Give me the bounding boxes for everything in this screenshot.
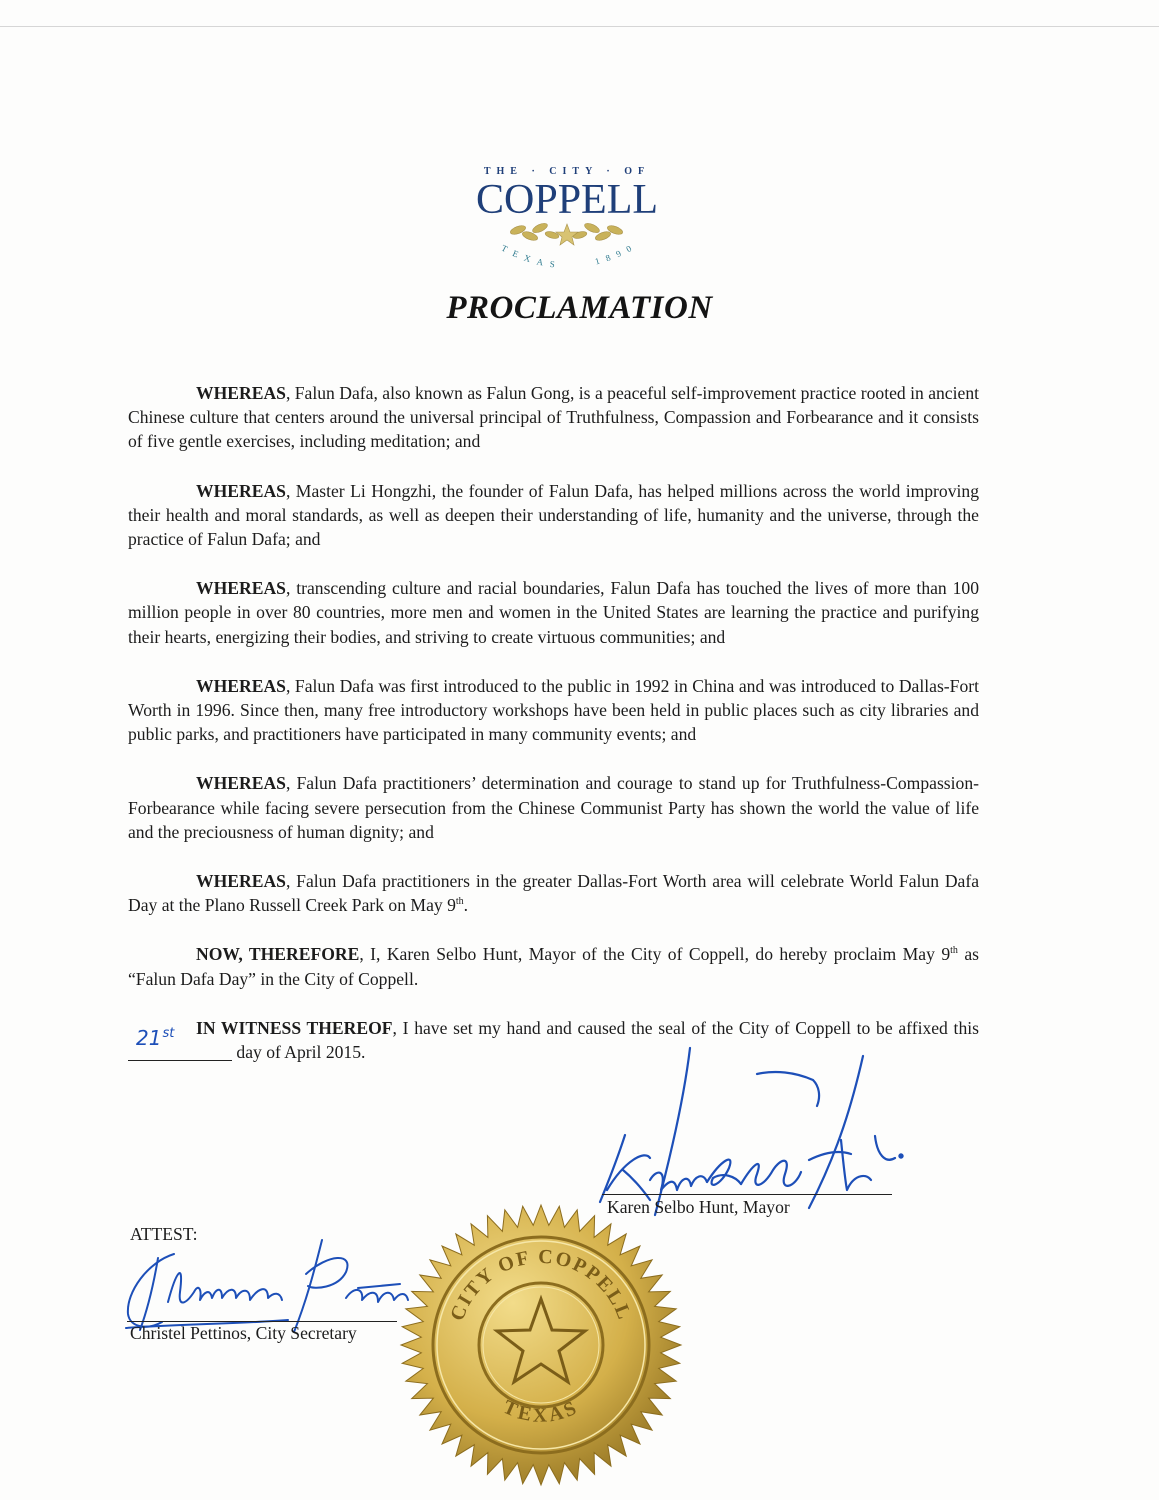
- mayor-signature-line: [602, 1194, 892, 1195]
- witness-paragraph: IN WITNESS THEREOF, I have set my hand and caused the seal of the City of Coppell to be affixed this 21st day of April 2015.: [128, 1016, 979, 1064]
- whereas-paragraph-3: WHEREAS, transcending culture and racial boundaries, Falun Dafa has touched the lives of more than 100 million people in over 80 countries, more men and women in the United States are learning the practice and purifying their hearts, energizing their bodies, and striving to create virtuous communities; and: [128, 578, 979, 647]
- secretary-name: Christel Pettinos, City Secretary: [130, 1323, 357, 1343]
- city-seal: [396, 1200, 686, 1490]
- svg-text:1890: [594, 240, 640, 267]
- page-title: PROCLAMATION: [446, 290, 713, 326]
- day-blank-field: [128, 1026, 232, 1061]
- whereas-paragraph-5: WHEREAS, Falun Dafa practitioners’ determination and courage to stand up for Truthfulness-Compassion-Forbearance while facing severe persecution from the Chinese Communist Party has shown the world the value of life and the preciousness of human dignity; and: [128, 773, 979, 842]
- svg-text:TEXAS: [500, 243, 563, 270]
- secretary-signature-line: [127, 1321, 397, 1322]
- whereas-paragraph-1: WHEREAS, Falun Dafa, also known as Falun Gong, is a peaceful self-improvement practice rooted in ancient Chinese culture that centers around the universal principal of Truthfulness, Compassion and Forbearance and it consists of five gentle exercises, including meditation; and: [128, 383, 979, 452]
- handwritten-day: 21st: [136, 1026, 175, 1051]
- logo-top-text: THE · CITY · OF: [483, 166, 651, 177]
- whereas-paragraph-2: WHEREAS, Master Li Hongzhi, the founder of Falun Dafa, has helped millions across the world improving their health and moral standards, as well as deepen their understanding of life, humanity and the universe, through the practice of Falun Dafa; and: [128, 480, 979, 550]
- now-therefore-paragraph: NOW, THEREFORE, I, Karen Selbo Hunt, Mayor of the City of Coppell, do hereby proclaim May 9th as “Falun Dafa Day” in the City of Coppell.: [128, 944, 979, 989]
- city-logo: [460, 158, 675, 278]
- page-edge-line: [0, 26, 1159, 27]
- whereas-paragraph-6: WHEREAS, Falun Dafa practitioners in the greater Dallas-Fort Worth area will celebrate World Falun Dafa Day at the Plano Russell Creek Park on May 9th.: [128, 871, 979, 916]
- mayor-name: Karen Selbo Hunt, Mayor: [607, 1197, 790, 1217]
- mayor-signature: [595, 1040, 915, 1220]
- attest-label: ATTEST:: [130, 1224, 198, 1244]
- whereas-paragraph-4: WHEREAS, Falun Dafa was first introduced to the public in 1992 in China and was introduced to Dallas-Fort Worth in 1996. Since then, many free introductory workshops have been held in public places such as city libraries and public parks, and practitioners have participated in many community events; and: [128, 675, 979, 745]
- seal-text: CITY OF COPPELL: [446, 1245, 636, 1324]
- logo-name: COPPELL: [475, 177, 659, 223]
- logo-state: TEXAS: [499, 242, 563, 271]
- seal-bottom-text: TEXAS: [499, 1395, 583, 1427]
- logo-year: 1890: [593, 239, 640, 267]
- laurel-garland-icon: [509, 221, 623, 245]
- proclamation-body: [128, 381, 979, 1064]
